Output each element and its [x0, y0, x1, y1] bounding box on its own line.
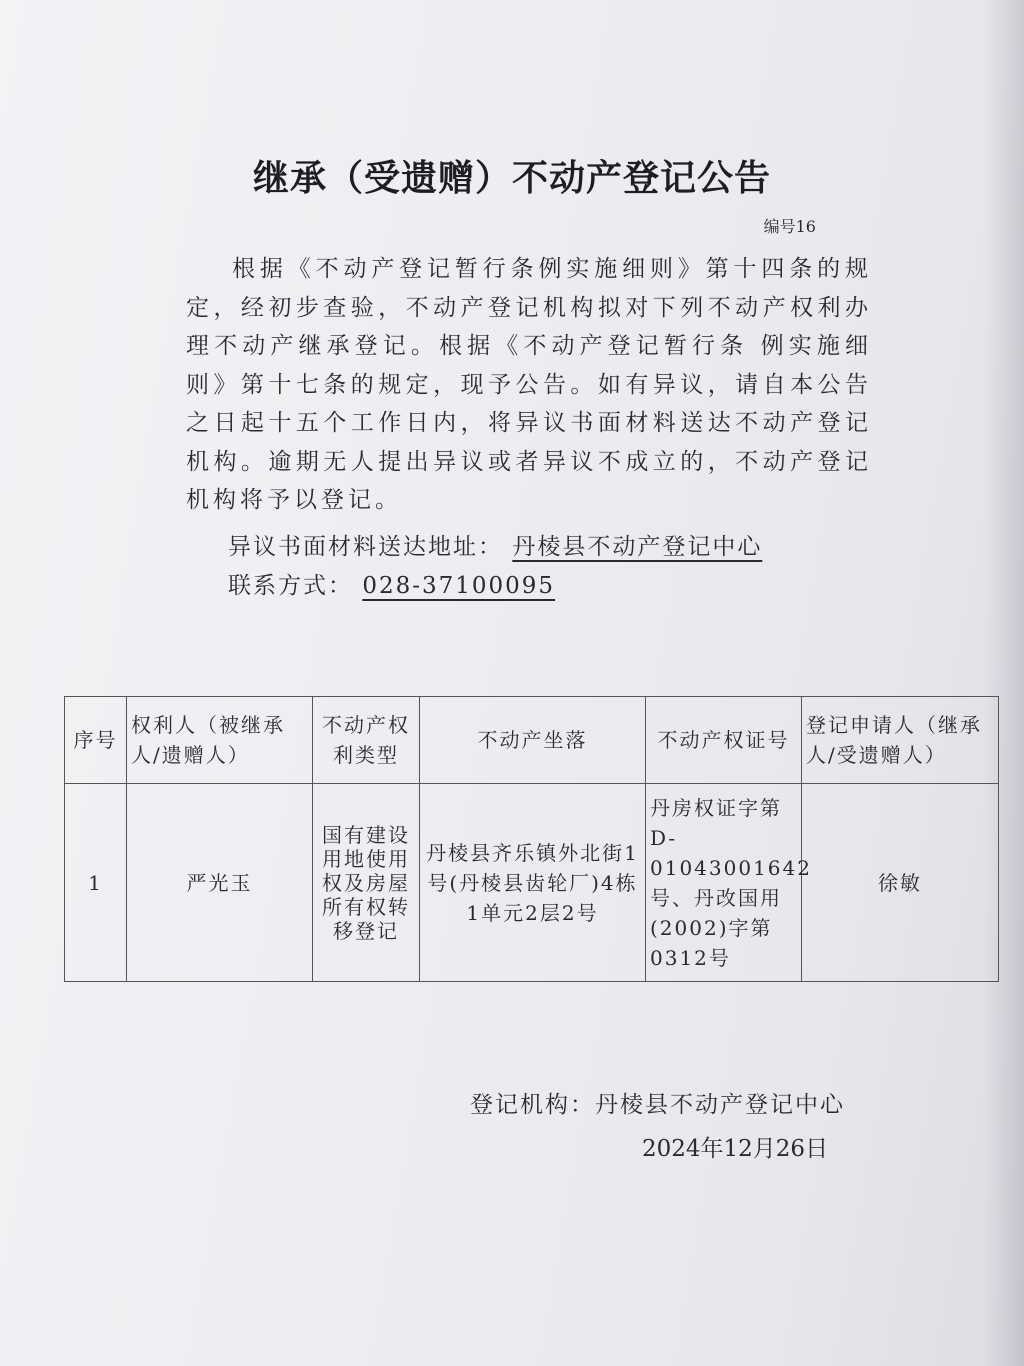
header-location: 不动产坐落 [420, 697, 646, 784]
registration-authority: 登记机构：丹棱县不动产登记中心 [470, 1092, 845, 1118]
address-value: 丹棱县不动产登记中心 [512, 534, 763, 560]
page-shadow [984, 0, 1024, 1366]
announcement-date: 2024年12月26日 [642, 1136, 829, 1162]
contact-label: 联系方式： [228, 573, 353, 599]
cell-certificate: 丹房权证字第D-01043001642号、丹改国用(2002)字第0312号 [646, 784, 802, 982]
header-right-type: 不动产权利类型 [313, 697, 420, 784]
announcement-body: 根据《不动产登记暂行条例实施细则》第十四条的规定，经初步查验，不动产登记机构拟对下列不动产权利办理不动产继承登记。根据《不动产登记暂行条 例实施细则》第十七条的规定，现予公告。如有异议，请自本公告之日起十五个工作日内，将异议书面材料送达不动产登记机构。逾期无人提出异议或者异议不成立的，不动产登记机构将予以登记。 [186, 256, 872, 513]
address-label: 异议书面材料送达地址： [228, 534, 503, 560]
cell-index: 1 [65, 784, 127, 982]
header-certificate: 不动产权证号 [646, 697, 802, 784]
table-header-row [65, 697, 999, 784]
contact-info [228, 567, 555, 600]
registration-table [64, 696, 999, 982]
cell-applicant: 徐敏 [802, 784, 999, 982]
serial-number: 编号16 [763, 217, 816, 236]
cell-holder: 严光玉 [127, 784, 313, 982]
header-applicant: 登记申请人（继承人/受遗赠人） [802, 697, 999, 784]
cell-right-type: 国有建设用地使用权及房屋所有权转移登记 [313, 784, 420, 982]
contact-value: 028-37100095 [362, 573, 556, 599]
objection-address [228, 528, 762, 561]
document-title: 继承（受遗赠）不动产登记公告 [252, 158, 771, 199]
table-row [65, 784, 999, 982]
header-index: 序号 [65, 697, 127, 784]
header-holder: 权利人（被继承人/遗赠人） [127, 697, 313, 784]
cell-location: 丹棱县齐乐镇外北街1号(丹棱县齿轮厂)4栋1单元2层2号 [420, 784, 646, 982]
